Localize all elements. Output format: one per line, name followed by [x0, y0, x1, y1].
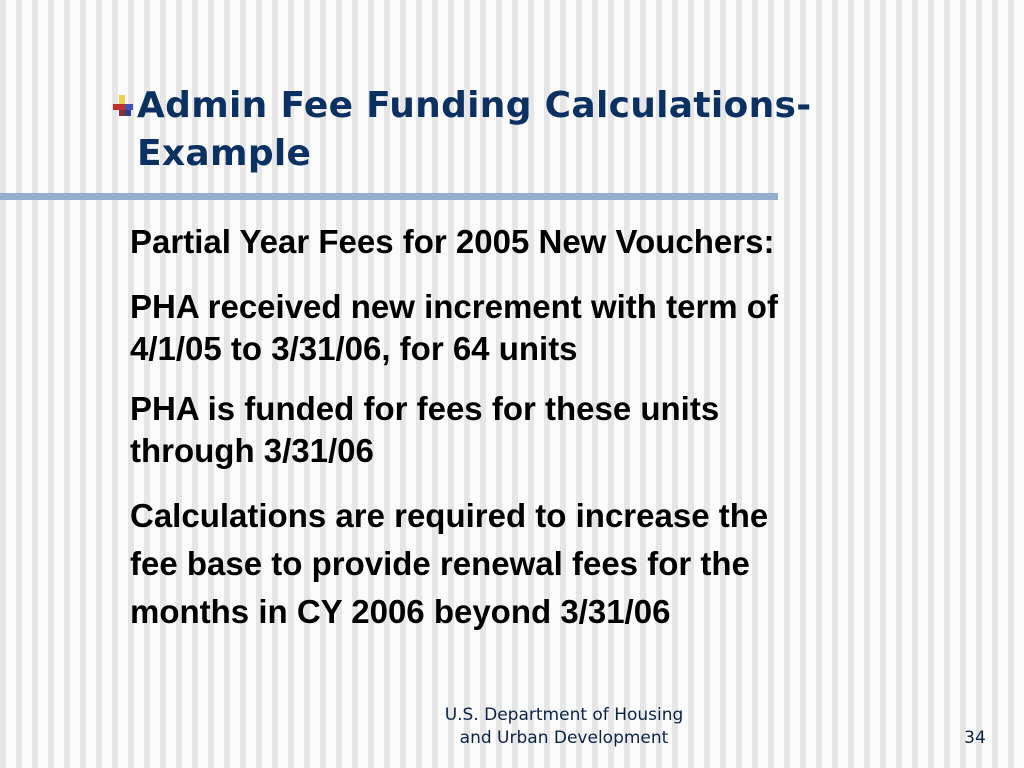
body-paragraph-calculations-line-1: Calculations are required to increase the [130, 497, 769, 534]
body-heading [130, 218, 930, 266]
page-number: 34 [964, 728, 986, 748]
body-paragraph-funded-line-2: through 3/31/06 [130, 432, 374, 469]
footer-line-2: and Urban Development [459, 728, 669, 748]
cube-bullet-icon [113, 93, 135, 119]
footer-organization [414, 704, 714, 750]
slide-title-line-1: Admin Fee Funding Calculations- [137, 85, 812, 126]
title-divider [0, 193, 778, 200]
body-paragraph-calculations-line-3: months in CY 2006 beyond 3/31/06 [130, 593, 671, 630]
footer-line-1: U.S. Department of Housing [444, 705, 684, 725]
body-paragraph-calculations [130, 492, 930, 636]
slide-body [130, 218, 930, 636]
body-heading-text: Partial Year Fees for 2005 New Vouchers: [130, 223, 775, 260]
slide-title-line-2: Example [137, 133, 312, 174]
body-paragraph-increment [130, 286, 930, 370]
slide-title [137, 82, 897, 178]
body-paragraph-funded-line-1: PHA is funded for fees for these units [130, 390, 720, 427]
body-paragraph-funded [130, 388, 930, 472]
body-paragraph-increment-line-2: 4/1/05 to 3/31/06, for 64 units [130, 330, 578, 367]
body-paragraph-calculations-line-2: fee base to provide renewal fees for the [130, 545, 750, 582]
body-paragraph-increment-line-1: PHA received new increment with term of [130, 288, 778, 325]
